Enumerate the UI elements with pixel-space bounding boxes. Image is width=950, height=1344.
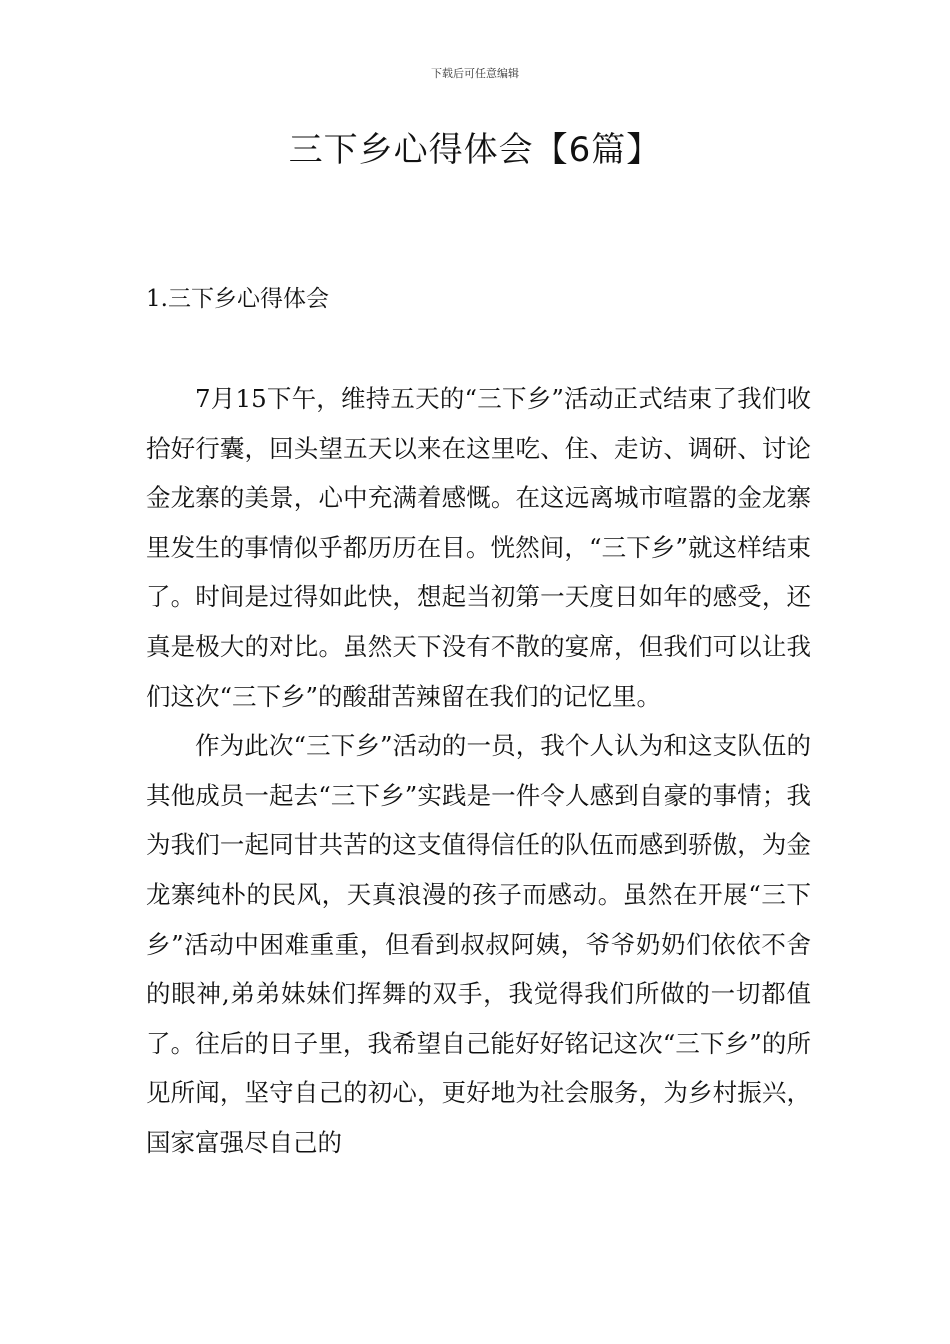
document-title: 三下乡心得体会【6篇】	[288, 130, 662, 170]
section-heading: 1.三下乡心得体会	[146, 286, 329, 312]
header-note: 下载后可任意编辑	[431, 67, 519, 80]
paragraph: 作为此次“三下乡”活动的一员，我个人认为和这支队伍的其他成员一起去“三下乡”实践是一件令人感到自豪的事情；我为我们一起同甘共苦的这支值得信任的队伍而感到骄傲，为金龙寨纯朴的民风，天真浪漫的孩子而感动。虽然在开展“三下乡”活动中困难重重，但看到叔叔阿姨，爷爷奶奶们依依不舍的眼神,弟弟妹妹们挥舞的双手，我觉得我们所做的一切都值了。往后的日子里，我希望自己能好好铭记这次“三下乡”的所见所闻，坚守自己的初心，更好地为社会服务，为乡村振兴，国家富强尽自己的	[146, 731, 811, 1157]
body-text	[146, 374, 811, 1168]
paragraph: 7月15下午，维持五天的“三下乡”活动正式结束了我们收拾好行囊，回头望五天以来在这里吃、住、走访、调研、讨论金龙寨的美景，心中充满着感慨。在这远离城市喧嚣的金龙寨里发生的事情似乎都历历在目。恍然间，“三下乡”就这样结束了。时间是过得如此快，想起当初第一天度日如年的感受，还真是极大的对比。虽然天下没有不散的宴席，但我们可以让我们这次“三下乡”的酸甜苦辣留在我们的记忆里。	[146, 384, 811, 711]
